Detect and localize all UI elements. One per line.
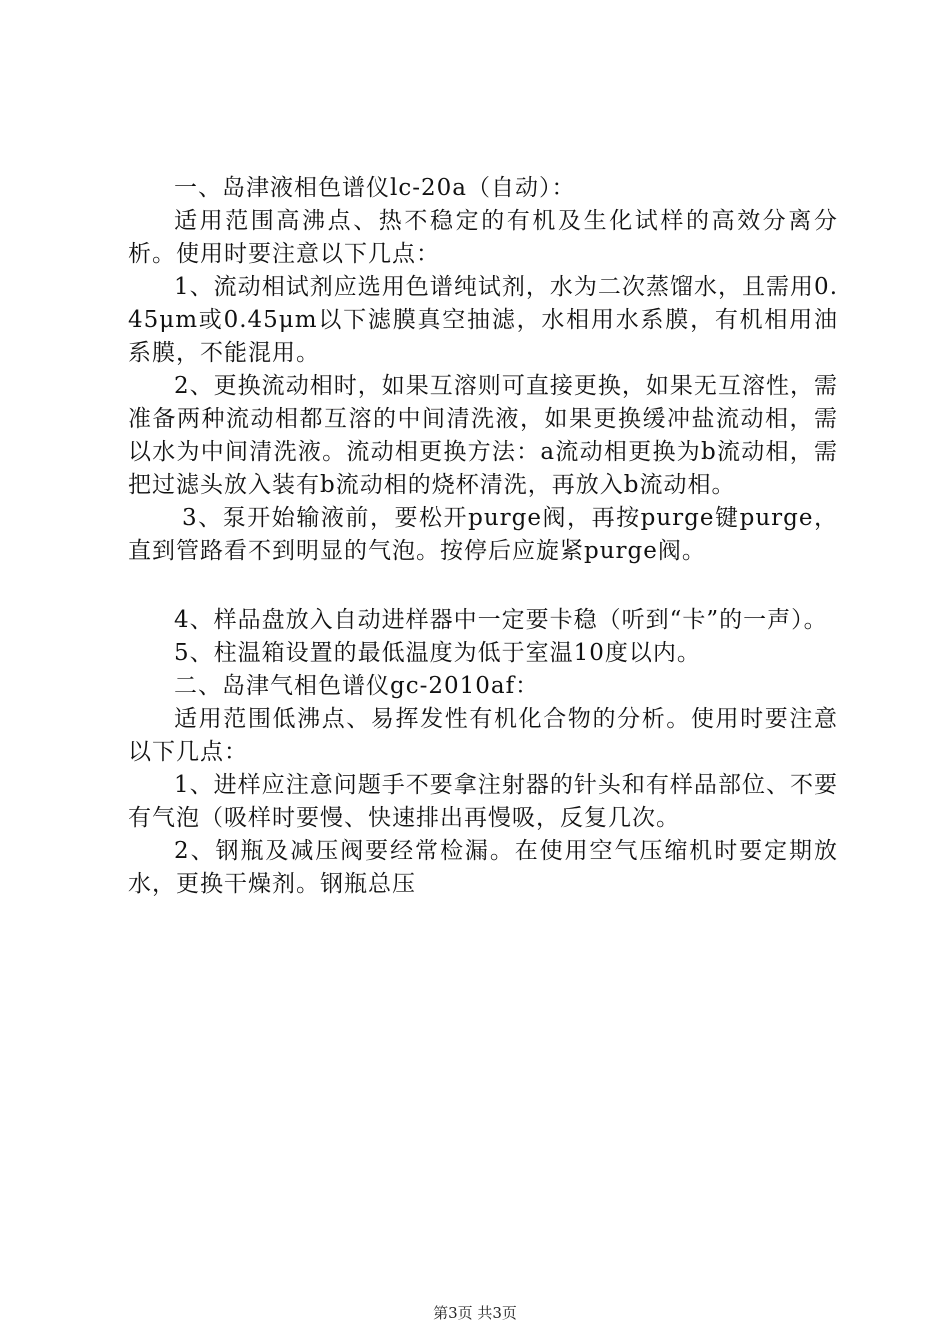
- paragraph-lc-item-3: 3、泵开始输液前，要松开purge阀，再按purge键purge，直到管路看不到明显的气泡。按停后应旋紧purge阀。: [128, 505, 838, 564]
- paragraph-gc-item-2: 2、钢瓶及减压阀要经常检漏。在使用空气压缩机时要定期放水，更换干燥剂。钢瓶总压: [128, 838, 838, 897]
- page-footer: 第3页 共3页: [433, 1304, 517, 1322]
- section-heading-lc20a: 一、岛津液相色谱仪lc-20a（自动）：: [174, 175, 576, 201]
- paragraph-gc-item-1: 1、进样应注意问题手不要拿注射器的针头和有样品部位、不要有气泡（吸样时要慢、快速排出再慢吸，反复几次。: [128, 772, 838, 831]
- paragraph-lc-item-2: 2、更换流动相时，如果互溶则可直接更换，如果无互溶性，需准备两种流动相都互溶的中间清洗液，如果更换缓冲盐流动相，需以水为中间清洗液。流动相更换方法：a流动相更换为b流动相，需把过滤头放入装有b流动相的烧杯清洗，再放入b流动相。: [128, 373, 838, 498]
- paragraph-lc-item-5: 5、柱温箱设置的最低温度为低于室温10度以内。: [174, 640, 701, 666]
- paragraph-lc-scope: 适用范围高沸点、热不稳定的有机及生化试样的高效分离分析。使用时要注意以下几点：: [128, 208, 838, 267]
- paragraph-gc-scope: 适用范围低沸点、易挥发性有机化合物的分析。使用时要注意以下几点：: [128, 706, 838, 765]
- paragraph-lc-item-1: 1、流动相试剂应选用色谱纯试剂，水为二次蒸馏水，且需用0.45μm或0.45μm以下滤膜真空抽滤，水相用水系膜，有机相用油系膜，不能混用。: [128, 274, 838, 366]
- paragraph-lc-item-4: 4、样品盘放入自动进样器中一定要卡稳（听到“卡”的一声）。: [174, 607, 828, 633]
- document-body: [128, 172, 838, 901]
- section-heading-gc2010af: 二、岛津气相色谱仪gc-2010af：: [174, 673, 540, 699]
